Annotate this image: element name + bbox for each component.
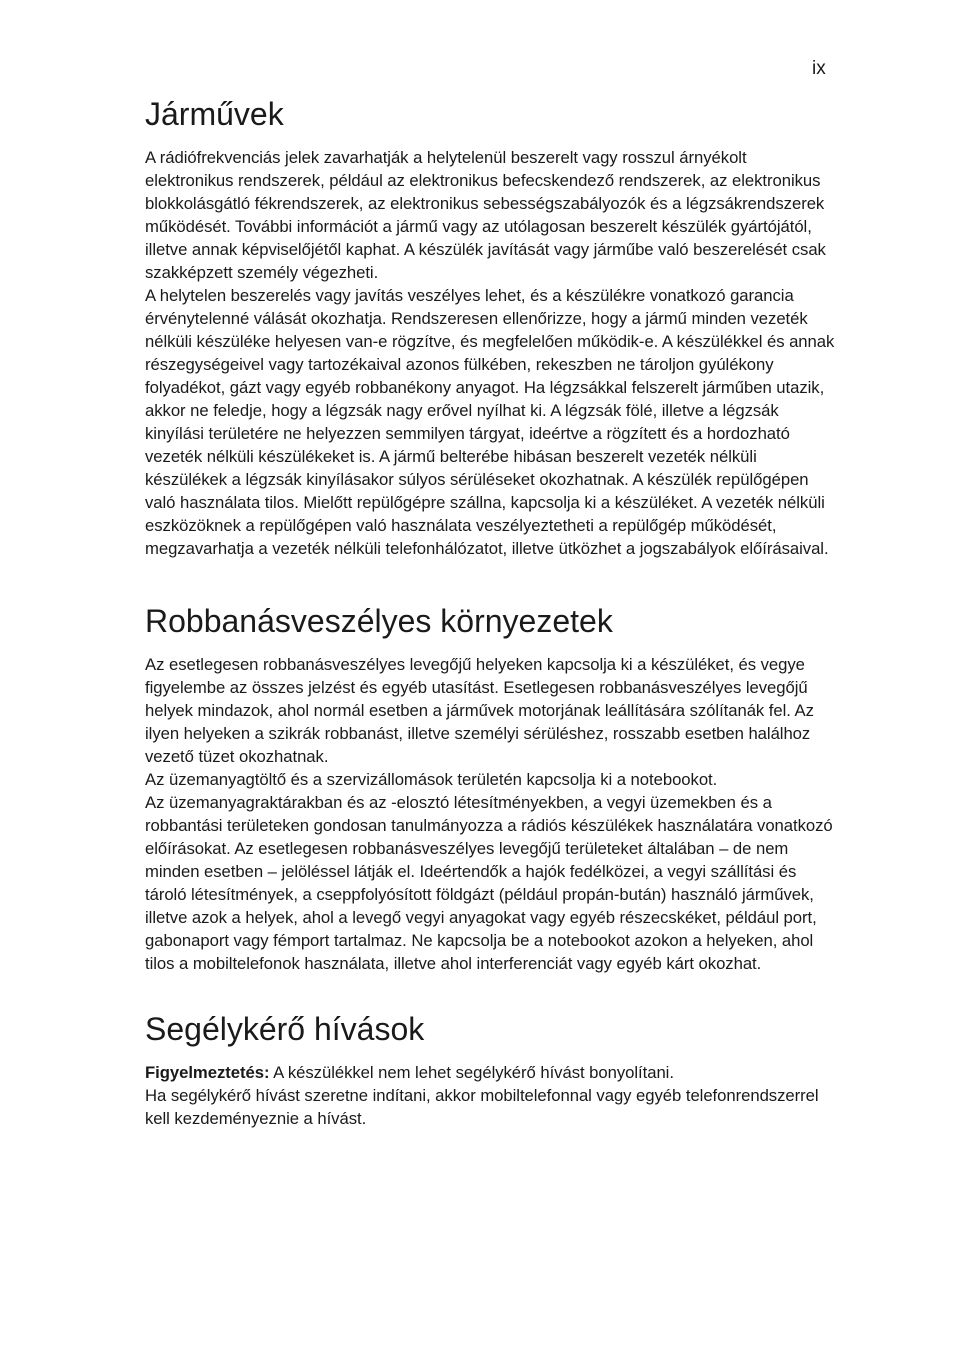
section-emergency-calls xyxy=(145,1009,835,1130)
section-title: Robbanásveszélyes környezetek xyxy=(145,603,613,639)
section-title: Járművek xyxy=(145,96,284,132)
document-content xyxy=(145,94,835,1130)
section-title: Segélykérő hívások xyxy=(145,1011,425,1047)
paragraph: A helytelen beszerelés vagy javítás veszélyes lehet, és a készülékre vonatkozó garancia érvénytelenné válását okozhatja. Rendszeresen ellenőrizze, hogy a jármű minden vezeték nélküli készüléke helyesen van-e rögzítve, és megfelelően működik-e. A készülékkel és annak részegységeivel vagy tartozékaival azonos fülkében, rekeszben ne tároljon gyúlékony folyadékot, gázt vagy egyéb robbanékony anyagot. Ha légzsákkal felszerelt járműben utazik, akkor ne feledje, hogy a légzsák nagy erővel nyílhat ki. A légzsák fölé, illetve a légzsák kinyílási területére ne helyezzen semmilyen tárgyat, ideértve a rögzített és a hordozható vezeték nélküli készülékeket is. A jármű belterébe hibásan beszerelt vezeték nélküli készülékek a légzsák kinyílásakor súlyos sérüléseket okozhatnak. A készülék repülőgépen való használata tilos. Mielőtt repülőgépre szállna, kapcsolja ki a készüléket. A vezeték nélküli eszközöknek a repülőgépen való használata veszélyeztetheti a repülőgép működését, megzavarhatja a vezeték nélküli telefonhálózatot, illetve ütközhet a jogszabályok előírásaival. xyxy=(145,286,835,558)
paragraph: Ha segélykérő hívást szeretne indítani, akkor mobiltelefonnal vagy egyéb telefonrendszerrel kell kezdeményeznie a hívást. xyxy=(145,1086,819,1128)
section-body xyxy=(145,1061,835,1130)
section-explosive-environments xyxy=(145,601,835,975)
warning-paragraph xyxy=(145,1061,835,1084)
warning-label: Figyelmeztetés: xyxy=(145,1063,270,1082)
paragraph: Az esetlegesen robbanásveszélyes levegőjű helyeken kapcsolja ki a készüléket, és vegye figyelembe az összes jelzést és egyéb utasítást. Esetlegesen robbanásveszélyes levegőjű helyek mindazok, ahol normál esetben a járművek motorjának leállítására szólítanák fel. Az ilyen helyeken a szikrák robbanást, illetve személyi sérüléshez, rosszabb esetben halálhoz vezető tüzet okozhatnak. xyxy=(145,655,814,766)
section-vehicles xyxy=(145,94,835,560)
paragraph: A rádiófrekvenciás jelek zavarhatják a helytelenül beszerelt vagy rosszul árnyékolt elektronikus rendszerek, például az elektronikus befecskendező rendszerek, az elektronikus blokkolásgátló fékrendszerek, az elektronikus sebességszabályozók és a légzsákrendszerek működését. További információt a jármű vagy az utólagosan beszerelt készülék gyártójától, illetve annak képviselőjétől kaphat. A készülék javítását vagy járműbe való beszerelését csak szakképzett személy végezheti. xyxy=(145,148,826,282)
section-body xyxy=(145,653,835,975)
paragraph: Az üzemanyagtöltő és a szervizállomások területén kapcsolja ki a notebookot. xyxy=(145,770,718,789)
page-number: ix xyxy=(812,58,826,79)
warning-text: A készülékkel nem lehet segélykérő hívást bonyolítani. xyxy=(269,1063,674,1082)
section-body xyxy=(145,146,835,560)
paragraph: Az üzemanyagraktárakban és az -elosztó létesítményekben, a vegyi üzemekben és a robbantási területeken gondosan tanulmányozza a rádiós készülékek használatára vonatkozó előírásokat. Az esetlegesen robbanásveszélyes levegőjű területeket általában – de nem minden esetben – jelöléssel látják el. Ideértendők a hajók fedélközei, a vegyi szállítási és tároló létesítmények, a cseppfolyósított földgázt (például propán-bután) használó járművek, illetve azok a helyek, ahol a levegő vegyi anyagokat vagy egyéb részecskéket, például port, gabonaport vagy fémport tartalmaz. Ne kapcsolja be a notebookot azokon a helyeken, ahol tilos a mobiltelefonok használata, illetve ahol interferenciát vagy egyéb kárt okozhat. xyxy=(145,793,833,973)
